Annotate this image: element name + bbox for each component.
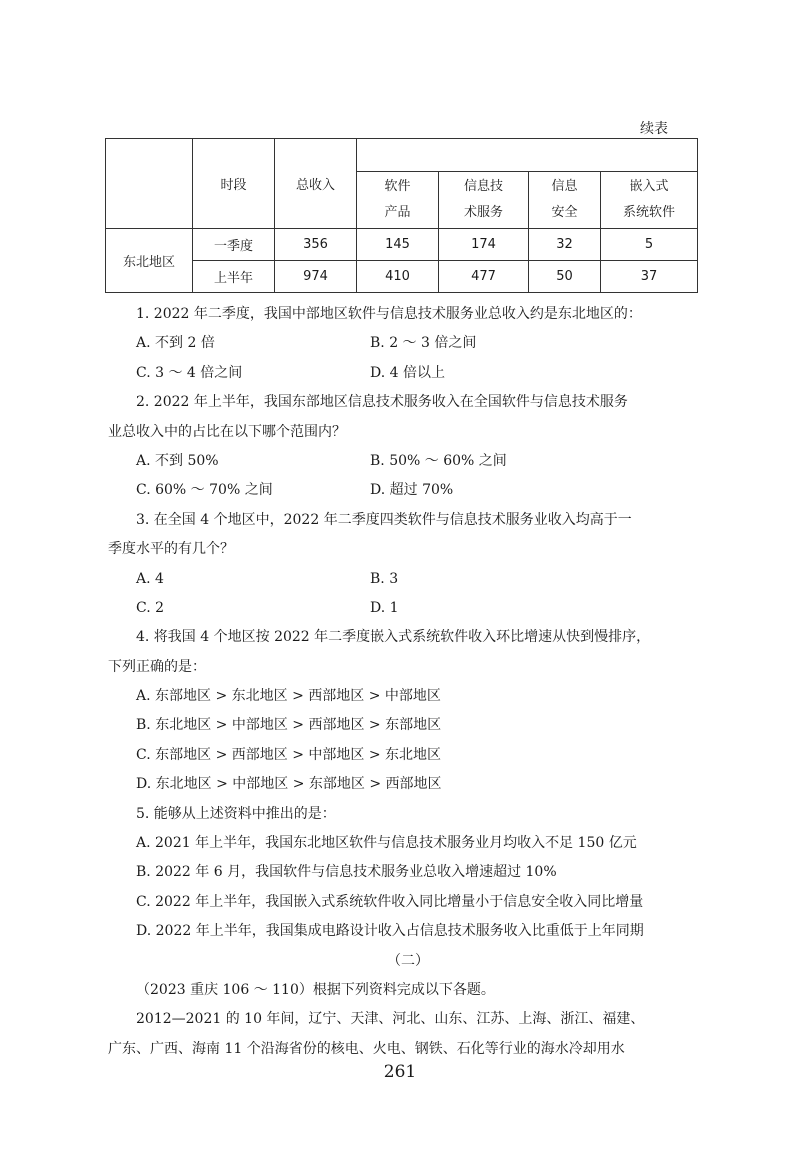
security-cell: 50 — [529, 261, 601, 293]
question-4-stem: 4. 将我国 4 个地区按 2022 年二季度嵌入式系统软件收入环比增速从快到慢排序， — [136, 629, 651, 646]
option-a: A. 不到 50% — [136, 452, 219, 469]
section-intro: （2023 重庆 106 ～ 110）根据下列资料完成以下各题。 — [136, 981, 495, 998]
header-period: 时段 — [193, 139, 275, 229]
it-service-cell: 174 — [439, 229, 529, 261]
question-2-stem-cont: 业总收入中的占比在以下哪个范围内？ — [108, 423, 346, 440]
total-cell: 974 — [275, 261, 357, 293]
option-d: D. 1 — [370, 599, 399, 616]
option-b: B. 2 ～ 3 倍之间 — [370, 335, 477, 352]
header-security: 信息 安全 — [529, 172, 601, 229]
corner-cell — [106, 139, 193, 229]
header-total: 总收入 — [275, 139, 357, 229]
option-d: D. 超过 70% — [370, 482, 454, 499]
question-3-stem: 3. 在全国 4 个地区中，2022 年二季度四类软件与信息技术服务业收入均高于一 — [136, 511, 632, 528]
continued-table-label: 续表 — [640, 121, 668, 137]
security-cell: 32 — [529, 229, 601, 261]
question-1-stem: 1. 2022 年二季度，我国中部地区软件与信息技术服务业总收入约是东北地区的： — [136, 306, 642, 322]
it-service-cell: 477 — [439, 261, 529, 293]
option-b: B. 2022 年 6 月，我国软件与信息技术服务业总收入增速超过 10% — [136, 864, 557, 881]
option-b: B. 50% ～ 60% 之间 — [370, 452, 507, 469]
section-paragraph: 2012—2021 的 10 年间，辽宁、天津、河北、山东、江苏、上海、浙江、福建、 — [136, 1011, 645, 1028]
option-a: A. 2021 年上半年，我国东北地区软件与信息技术服务业月均收入不足 150 亿元 — [136, 835, 637, 852]
data-table — [105, 138, 698, 293]
software-cell: 410 — [357, 261, 439, 293]
option-c: C. 2 — [136, 599, 165, 616]
period-cell: 上半年 — [193, 261, 275, 293]
header-group — [357, 139, 698, 172]
question-3-options-row — [108, 565, 708, 594]
question-3-stem-cont: 季度水平的有几个？ — [108, 541, 234, 558]
option-c: C. 2022 年上半年，我国嵌入式系统软件收入同比增量小于信息安全收入同比增量 — [136, 893, 644, 910]
option-c: C. 东部地区 > 西部地区 > 中部地区 > 东北地区 — [136, 746, 442, 763]
table-row — [106, 261, 698, 293]
option-a: A. 不到 2 倍 — [136, 335, 215, 352]
option-b: B. 东北地区 > 中部地区 > 西部地区 > 东部地区 — [136, 717, 442, 734]
question-3-options-row — [108, 594, 708, 623]
embedded-cell: 37 — [601, 261, 698, 293]
embedded-cell: 5 — [601, 229, 698, 261]
software-cell: 145 — [357, 229, 439, 261]
option-c: C. 3 ～ 4 倍之间 — [136, 364, 243, 381]
option-a: A. 4 — [136, 570, 164, 587]
option-d: D. 2022 年上半年，我国集成电路设计收入占信息技术服务收入比重低于上年同期 — [136, 923, 644, 940]
question-2-stem: 2. 2022 年上半年，我国东部地区信息技术服务收入在全国软件与信息技术服务 — [136, 394, 628, 411]
question-1-options-row — [108, 359, 708, 388]
header-it-service: 信息技 术服务 — [439, 172, 529, 229]
option-b: B. 3 — [370, 570, 399, 587]
section-paragraph-cont: 广东、广西、海南 11 个沿海省份的核电、火电、钢铁、石化等行业的海水冷却用水 — [108, 1040, 625, 1057]
region-cell: 东北地区 — [106, 229, 193, 293]
section-title: （二） — [387, 952, 429, 969]
page-number: 261 — [383, 1062, 417, 1082]
question-5-stem: 5. 能够从上述资料中推出的是： — [136, 805, 336, 822]
question-4-stem-cont: 下列正确的是： — [108, 658, 206, 675]
header-embedded: 嵌入式 系统软件 — [601, 172, 698, 229]
header-software: 软件 产品 — [357, 172, 439, 229]
option-c: C. 60% ～ 70% 之间 — [136, 482, 273, 499]
table-row — [106, 229, 698, 261]
question-body — [108, 300, 708, 1064]
option-a: A. 东部地区 > 东北地区 > 西部地区 > 中部地区 — [136, 688, 441, 705]
question-1-options-row — [108, 329, 708, 358]
option-d: D. 东北地区 > 中部地区 > 东部地区 > 西部地区 — [136, 776, 442, 793]
question-2-options-row — [108, 447, 708, 476]
question-2-options-row — [108, 476, 708, 505]
option-d: D. 4 倍以上 — [370, 364, 445, 381]
period-cell: 一季度 — [193, 229, 275, 261]
total-cell: 356 — [275, 229, 357, 261]
